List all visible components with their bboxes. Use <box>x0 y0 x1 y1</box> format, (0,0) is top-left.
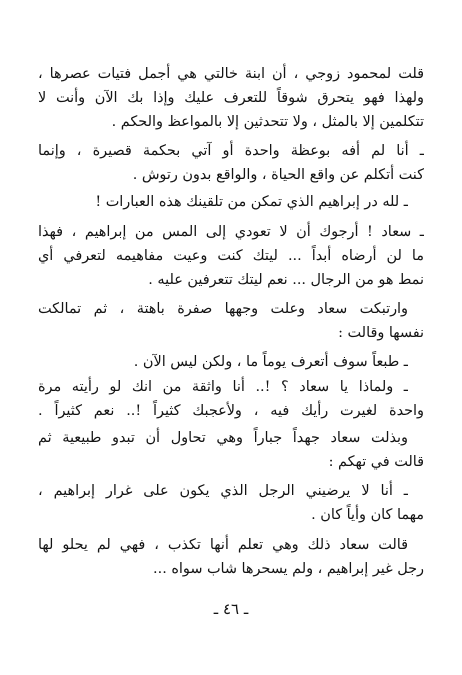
text-line: مهما كان وأياً كان . <box>311 507 424 523</box>
text-line: ـ طبعاً سوف أتعرف يوماً ما ، ولكن ليس الآن . <box>133 354 408 370</box>
page-number: ـ ٤٦ ـ <box>213 600 249 618</box>
text-line: ـ لله در إبراهيم الذي تمكن من تلقينك هذه العبارات ! <box>95 194 408 210</box>
text-line: ـ أنا لا يرضيني الرجل الذي يكون على غرار إبراهيم ، <box>38 483 408 499</box>
text-line: واحدة لغيرت رأيك فيه ، ولأعجبك كثيراً !.. نعم كثيراً . <box>38 403 424 419</box>
text-line: ما لن أرضاه أبداً ... ليتك كنت وعيت مفاهيمه لتعرفي أي <box>38 248 424 264</box>
text-line: ـ أنا لم أفه بوعظة واحدة أو آتي بحكمة قصيرة ، وإنما <box>38 143 424 159</box>
text-line: نمط هو من الرجال ... نعم ليتك تتعرفين عليه . <box>148 272 424 288</box>
text-line: نفسها وقالت : <box>338 325 424 341</box>
text-line: قالت سعاد ذلك وهي تعلم أنها تكذب ، فهي لم يحلو لها <box>38 537 408 553</box>
text-line: ـ ولماذا يا سعاد ؟ !.. أنا واثقة من انك لو رأيته مرة <box>38 379 408 395</box>
text-line: ولهذا فهو يتحرق شوقاً للتعرف عليك وإذا بك الآن وأنت لا <box>38 90 424 106</box>
text-line: رجل غير إبراهيم ، ولم يسحرها شاب سواه ... <box>153 561 424 577</box>
text-line: كنت أتكلم عن واقع الحياة ، والواقع بدون رتوش . <box>132 167 424 183</box>
text-line: وبذلت سعاد جهداً جباراً وهي تحاول أن تبدو طبيعية ثم <box>38 430 408 446</box>
text-line: وارتبكت سعاد وعلت وجهها صفرة باهتة ، ثم تمالكت <box>38 301 408 317</box>
text-line: قالت في تهكم : <box>328 454 424 470</box>
text-line: ـ سعاد ! أرجوك أن لا تعودي إلى المس من إبراهيم ، فهذا <box>38 224 424 240</box>
text-line: تتكلمين إلا بالمثل ، ولا تتحدثين إلا بالمواعظ والحكم . <box>111 114 424 130</box>
text-line: قلت لمحمود زوجي ، أن ابنة خالتي هي أجمل فتيات عصرها ، <box>38 66 424 82</box>
